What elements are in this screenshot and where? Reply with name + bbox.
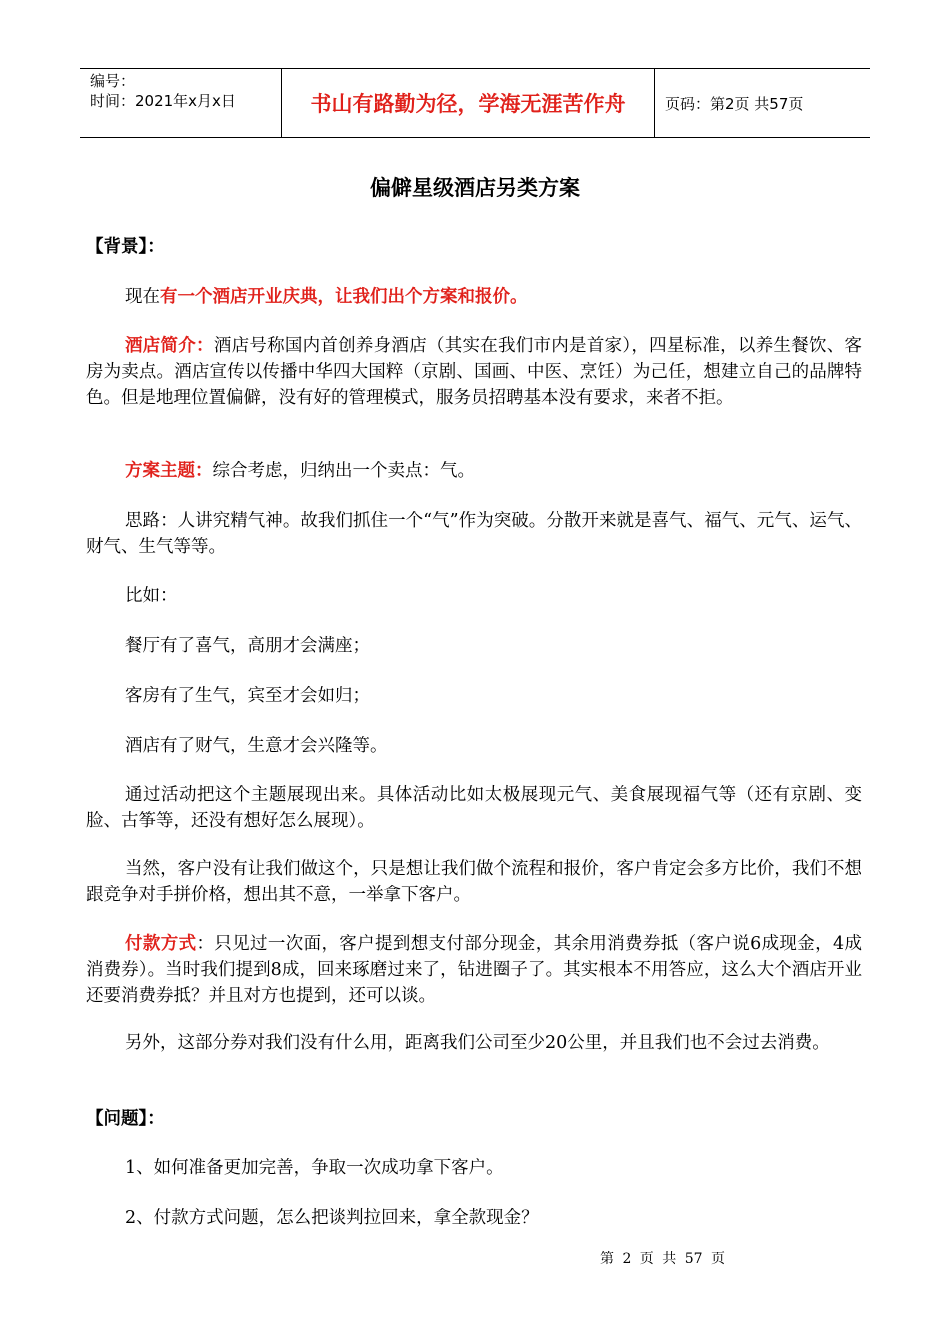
background-heading: 【背景】： [86,237,165,257]
payment-text: ：只见过一次面，客户提到想支付部分现金，其余用消费券抵（客户说6成现金，4成消费券）。当时我们提到8成，回来琢磨过来了，钻进圈子了。其实根本不用答应，这么大个酒店开业还要消费券抵？并且对方也提到，还可以谈。 [86,934,862,1006]
problems-heading: 【问题】： [86,1109,165,1129]
example-line: 客房有了生气，宾至才会如归； [125,686,370,706]
idea-paragraph: 思路：人讲究精气神。故我们抓住一个“气”作为突破。分散开来就是喜气、福气、元气、运气、财气、生气等等。 [86,511,862,557]
header-motto: 书山有路勤为径，学海无涯苦作舟 [310,92,626,116]
header-table [80,68,870,138]
example-line: 餐厅有了喜气，高朋才会满座； [125,636,370,656]
header-number-label: 编号： [90,72,136,90]
header-date: 时间：2021年x月x日 [90,92,236,110]
hotel-intro-text: 酒店号称国内首创养身酒店（其实在我们市内是首家），四星标准，以养生餐饮、客房为卖点。酒店宣传以传播中华四大国粹（京剧、国画、中医、烹饪）为己任，想建立自己的品牌特色。但是地理位置偏僻，没有好的管理模式，服务员招聘基本没有要求，来者不拒。 [86,336,862,408]
header-meta-cell [80,69,280,137]
document-title: 偏僻星级酒店另类方案 [370,176,580,200]
page-footer: 第 2 页 共 57 页 [600,1251,725,1267]
problem-item: 1、如何准备更加完善，争取一次成功拿下客户。 [125,1158,504,1178]
example-line: 酒店有了财气，生意才会兴隆等。 [125,736,388,756]
hotel-intro-label: 酒店简介： [125,336,214,356]
hotel-intro-paragraph [86,333,862,411]
payment-label: 付款方式 [125,934,197,954]
theme-label: 方案主题： [125,461,213,481]
example-intro: 比如： [125,586,178,606]
competition-paragraph: 当然，客户没有让我们做这个，只是想让我们做个流程和报价，客户肯定会多方比价，我们不想跟竞争对手拼价格，想出其不意，一举拿下客户。 [86,859,862,905]
intro-highlight: 有一个酒店开业庆典，让我们出个方案和报价。 [160,287,528,307]
problem-item: 2、付款方式问题，怎么把谈判拉回来，拿全款现金？ [125,1208,539,1228]
intro-prefix: 现在 [125,287,160,307]
activities-paragraph: 通过活动把这个主题展现出来。具体活动比如太极展现元气、美食展现福气等（还有京剧、变脸、古筝等，还没有想好怎么展现）。 [86,785,862,831]
theme-text: 综合考虑，归纳出一个卖点：气。 [212,461,475,481]
intro-paragraph [86,284,862,310]
theme-paragraph [86,458,862,484]
header-page-info: 页码：第2页 共57页 [665,94,804,113]
payment-paragraph [86,931,862,1009]
other-paragraph: 另外，这部分券对我们没有什么用，距离我们公司至少20公里，并且我们也不会过去消费。 [125,1033,830,1053]
